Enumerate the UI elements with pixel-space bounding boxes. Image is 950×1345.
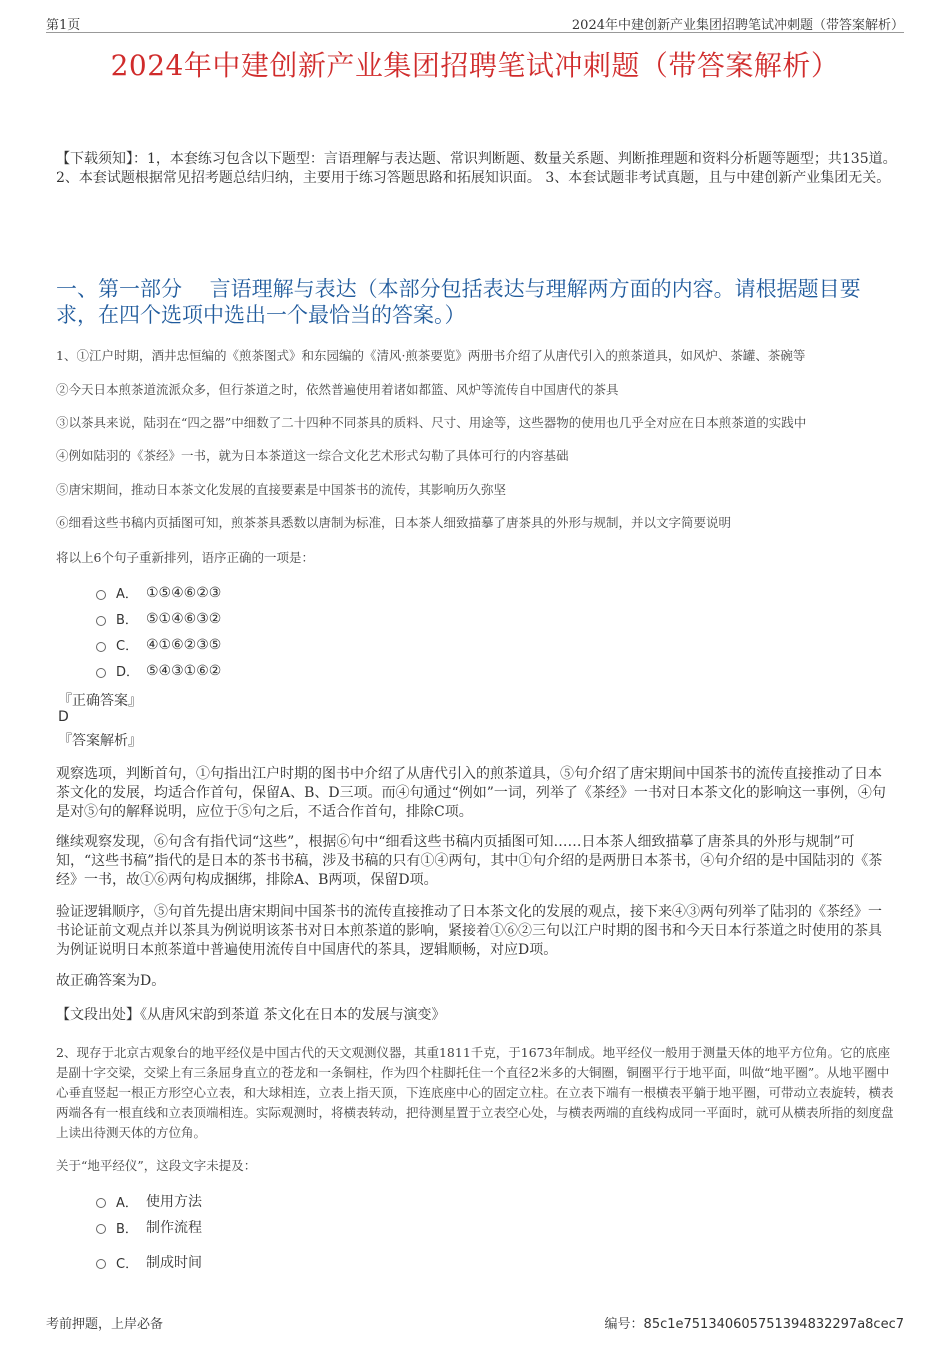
q2-option-a[interactable]	[96, 1191, 202, 1211]
q1-line: ⑤唐宋期间，推动日本茶文化发展的直接要素是中国茶书的流传，其影响历久弥坚	[56, 482, 507, 497]
option-text: ⑤④③①⑥②	[146, 662, 222, 679]
q2-prompt: 关于“地平经仪”，这段文字未提及：	[56, 1158, 257, 1173]
footer-code-value: 85c1e75134060575139483​2297a8cec7	[643, 1317, 904, 1332]
option-text: 使用方法	[146, 1194, 202, 1210]
option-letter: B．	[116, 1221, 138, 1237]
option-text: ①⑤④⑥②③	[146, 584, 222, 601]
correct-answer: D	[58, 709, 69, 725]
option-text: ④①⑥②③⑤	[146, 636, 222, 653]
option-letter: A．	[116, 587, 138, 602]
q1-prompt: 将以上6个句子重新排列，语序正确的一项是：	[56, 550, 314, 565]
q2-option-c[interactable]	[96, 1252, 202, 1272]
radio-icon[interactable]	[96, 590, 106, 600]
page-number: 第1页	[46, 18, 81, 33]
q1-option-d[interactable]	[96, 661, 221, 680]
analysis-paragraph: 验证逻辑顺序，⑤句首先提出唐宋期间中国茶书的流传直接推动了日本茶文化的发展的观点，接下来④③两句列举了陆羽的《茶经》一书论证前文观点并以茶具为例说明该茶书对日本煎茶道的影响，紧接着①⑥②三句以江户时期的图书和今天日本行茶道之时使用的茶具为例证说明日本煎茶道中普遍使用流传自中国唐代的茶具，逻辑顺畅，对应D项。	[56, 904, 882, 958]
radio-icon[interactable]	[96, 1224, 106, 1234]
footer-code-label: 编号：	[604, 1317, 644, 1332]
option-letter: A．	[116, 1195, 138, 1211]
option-letter: C．	[116, 639, 139, 654]
source-citation: 【文段出处】《从唐风宋韵到茶道 茶文化在日本的发展与演变》	[56, 1007, 446, 1023]
analysis-conclusion: 故正确答案为D。	[56, 973, 166, 989]
header-divider	[46, 32, 904, 33]
q1-option-a[interactable]	[96, 583, 221, 602]
footer-slogan: 考前押题，上岸必备	[46, 1317, 164, 1332]
correct-answer-label: 『正确答案』	[58, 693, 142, 709]
radio-icon[interactable]	[96, 668, 106, 678]
radio-icon[interactable]	[96, 642, 106, 652]
q2-text: 2、现存于北京古观象台的地平经仪是中国古代的天文观测仪器，其重1811千克，于1673年制成。地平经仪一般用于测量天体的地平方位角。它的底座是副十字交梁，交梁上有三条屈身直立的苍龙和一条铜柱，作为四个柱脚托住一个直径2米多的大铜圈，铜圈平行于地平面，叫做“地平圈”。从地平圈中心垂直竖起一根正方形空心立表，和大球相连，立表上指天顶，下连底座中心的固定立柱。在立表下端有一根横表平躺于地平圈，可带动立表旋转，横表两端各有一根直线和立表顶端相连。实际观测时，将横表转动，把待测星置于立表空心处，与横表两端的直线构成同一平面时，就可从横表所指的刻度盘上读出待测天体的方位角。	[56, 1045, 894, 1140]
q1-line: ⑥细看这些书稿内页插图可知，煎茶茶具悉数以唐制为标准，日本茶人细致描摹了唐茶具的外形与规制，并以文字简要说明	[56, 515, 732, 530]
analysis-label: 『答案解析』	[58, 733, 142, 749]
option-text: 制作流程	[146, 1220, 202, 1236]
q1-line: ②今天日本煎茶道流派众多，但行茶道之时，依然普遍使用着诸如都篮、风炉等流传自中国唐代的茶具	[56, 382, 619, 397]
page-title: 2024年中建创新产业集团招聘笔试冲刺题（带答案解析）	[110, 49, 840, 82]
option-letter: C．	[116, 1256, 139, 1272]
analysis-paragraph: 观察选项，判断首句，①句指出江户时期的图书中介绍了从唐代引入的煎茶道具，⑤句介绍了唐宋期间中国茶书的流传直接推动了日本茶文化的发展，均适合作首句，保留A、B、D三项。而④句通过“例如”一词，列举了《茶经》一书对日本茶文化的影响这一事例，④句是对⑤句的解释说明，应位于⑤句之后，不适合作首句，排除C项。	[56, 766, 886, 820]
q1-line: ③以茶具来说，陆羽在“四之器”中细数了二十四种不同茶具的质料、尺寸、用途等，这些器物的使用也几乎全对应在日本煎茶道的实践中	[56, 415, 807, 430]
footer-code	[605, 1313, 904, 1332]
analysis-paragraph: 继续观察发现，⑥句含有指代词“这些”，根据⑥句中“细看这些书稿内页插图可知……日本茶人细致描摹了唐茶具的外形与规制”可知，“这些书稿”指代的是日本的茶书书稿，涉及书稿的只有①④两句，其中①句介绍的是两册日本茶书，④句介绍的是中国陆羽的《茶经》一书，故①⑥两句构成捆绑，排除A、B两项，保留D项。	[56, 834, 883, 888]
option-text: 制成时间	[146, 1255, 202, 1271]
radio-icon[interactable]	[96, 616, 106, 626]
radio-icon[interactable]	[96, 1259, 106, 1269]
option-text: ⑤①④⑥③②	[146, 610, 222, 627]
download-notice: 【下载须知】：1，本套练习包含以下题型：言语理解与表达题、常识判断题、数量关系题、判断推理题和资料分析题等题型；共135道。 2、本套试题根据常见招考题总结归纳，主要用于练习答题思路和拓展知识面。 3、本套试题非考试真题，且与中建创新产业集团无关。	[56, 151, 897, 186]
option-letter: B．	[116, 613, 138, 628]
radio-icon[interactable]	[96, 1198, 106, 1208]
q1-line: 1、①江户时期，酒井忠恒编的《煎茶图式》和东园编的《清风·煎茶要览》两册书介绍了从唐代引入的煎茶道具，如风炉、茶罐、茶碗等	[56, 348, 806, 363]
q1-line: ④例如陆羽的《茶经》一书，就为日本茶道这一综合文化艺术形式勾勒了具体可行的内容基础	[56, 448, 569, 463]
q1-option-b[interactable]	[96, 609, 221, 628]
q1-option-c[interactable]	[96, 635, 221, 654]
header-doc-title: 2024年中建创新产业集团招聘笔试冲刺题（带答案解析）	[571, 18, 904, 33]
option-letter: D．	[116, 665, 140, 680]
section-heading: 一、第一部分 言语理解与表达（本部分包括表达与理解两方面的内容。请根据题目要求，在四个选项中选出一个最恰当的答案。）	[56, 277, 861, 327]
q2-option-b[interactable]	[96, 1217, 202, 1237]
